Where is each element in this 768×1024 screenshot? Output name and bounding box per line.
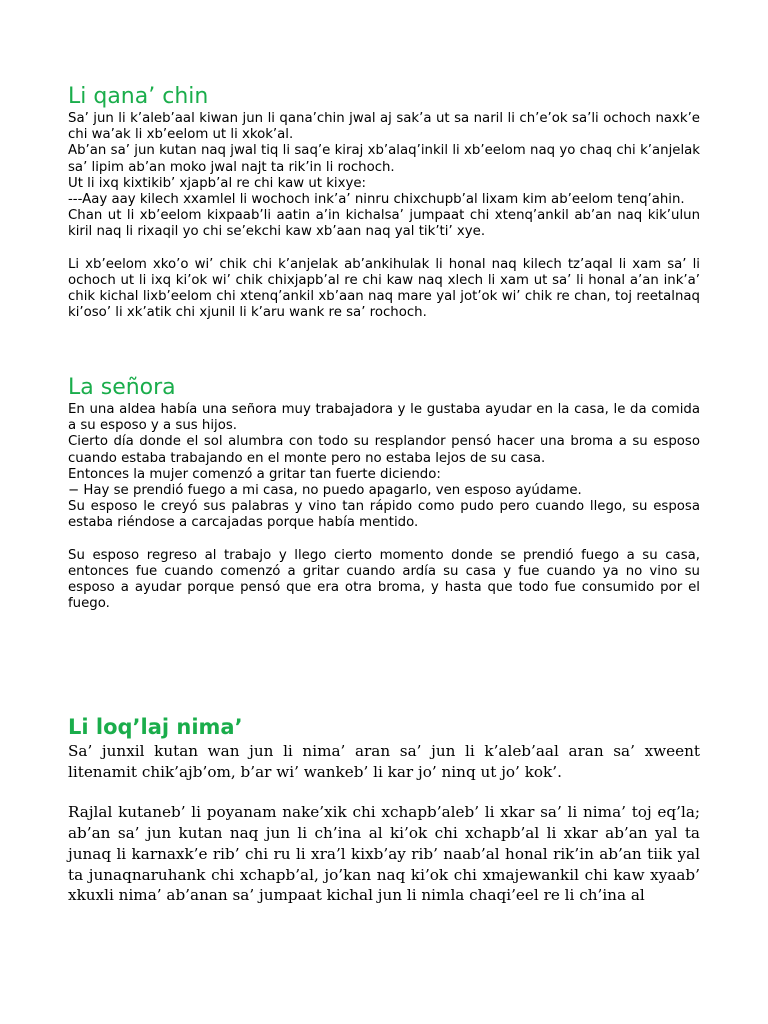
section-body (68, 402, 700, 612)
paragraph: Sa’ junxil kutan wan jun li nima’ aran sa’ jun li k’aleb’aal aran sa’ xweent litenamit chik’ajb’om, b’ar wi’ wankeb’ li kar jo’ ninq ut jo’ kok’. (68, 742, 700, 781)
section-title: La señora (68, 375, 176, 400)
story-section-sacred-river (68, 713, 700, 906)
story-section-qeqchi-woman (68, 83, 700, 321)
paragraph: Entonces la mujer comenzó a gritar tan fuerte diciendo: (68, 466, 441, 482)
section-body (68, 741, 700, 906)
paragraph: Ut li ixq kixtikib’ xjapb’al re chi kaw ut kixye: (68, 175, 366, 191)
paragraph: Su esposo le creyó sus palabras y vino tan rápido como pudo pero cuando llego, su esposa estaba riéndose a carcajadas porque había mentido. (68, 499, 700, 531)
paragraph: Li xb’eelom xko’o wi’ chik chi k’anjelak ab’ankihulak li honal naq kilech tz’aqal li xam sa’ li ochoch ut li ixq ki’ok wi’ chik chixjapb’al re chi kaw naq xlech li xam ut sa’ li honal a’an ink’a’ chik kichal lixb’eelom chi xtenq’ankil xb’aan naq mare yal jot’ok wi’ chik re chan, toj reetalnaq ki’oso’ li xk’atik chi xjunil li k’aru wank re sa’ rochoch. (68, 256, 700, 321)
paragraph: ---Aay aay kilech xxamlel li wochoch ink’a’ ninru chixchupb’al lixam kim ab’eelom tenq’ahin. (68, 192, 685, 208)
blank-line (68, 532, 700, 548)
section-body (68, 111, 700, 321)
section-title: Li qana’ chin (68, 84, 209, 109)
paragraph: Ab’an sa’ jun kutan naq jwal tiq li saq’e kiraj xb’alaq’inkil li xb’eelom naq yo chaq chi k’anjelak sa’ lipim ab’an moko jwal najt ta rik’in li rochoch. (68, 143, 700, 175)
paragraph: Su esposo regreso al trabajo y llego cierto momento donde se prendió fuego a su casa, entonces fue cuando comenzó a gritar cuando ardía su casa y fue cuando ya no vino su esposo a ayudar porque pensó que era otra broma, y hasta que todo fue consumido por el fuego. (68, 547, 700, 612)
story-section-spanish-woman (68, 374, 700, 612)
blank-line (68, 241, 700, 257)
paragraph: En una aldea había una señora muy trabajadora y le gustaba ayudar en la casa, le da comida a su esposo y a sus hijos. (68, 402, 700, 434)
paragraph: Rajlal kutaneb’ li poyanam nake’xik chi xchapb’aleb’ li xkar sa’ li nima’ toj eq’la; ab’an sa’ jun kutan naq jun li ch’ina al ki’ok chi xchapb’al li xkar ab’an yal ta junaq li karnaxk’e rib’ chi ru li xra’l kixb’ay rib’ naab’al honal rik’in ab’an tiik yal ta junaqnaruhank chi xchapb’al, jo’kan naq ki’ok chi xmajewankil chi kaw xyaab’ xkuxli nima’ ab’anan sa’ jumpaat kichal jun li nimla chaqi’eel re li ch’ina al (68, 803, 700, 905)
paragraph: Cierto día donde el sol alumbra con todo su resplandor pensó hacer una broma a su esposo cuando estaba trabajando en el monte pero no estaba lejos de su casa. (68, 434, 700, 466)
paragraph: − Hay se prendió fuego a mi casa, no puedo apagarlo, ven esposo ayúdame. (68, 483, 582, 499)
paragraph: Sa’ jun li k’aleb’aal kiwan jun li qana’chin jwal aj sak’a ut sa naril li ch’e’ok sa’li ochoch naxk’e chi wa’ak li xb’eelom ut li xkok’al. (68, 111, 700, 143)
blank-line (68, 782, 700, 802)
paragraph: Chan ut li xb’eelom kixpaab’li aatin a’in kichalsa’ jumpaat chi xtenq’ankil ab’an naq kik’ulun kiril naq li rixaqil yo chi se’ekchi kaw xb’aan naq yal tik’ti’ xye. (68, 208, 700, 240)
section-title: Li loq’laj nima’ (68, 715, 243, 739)
